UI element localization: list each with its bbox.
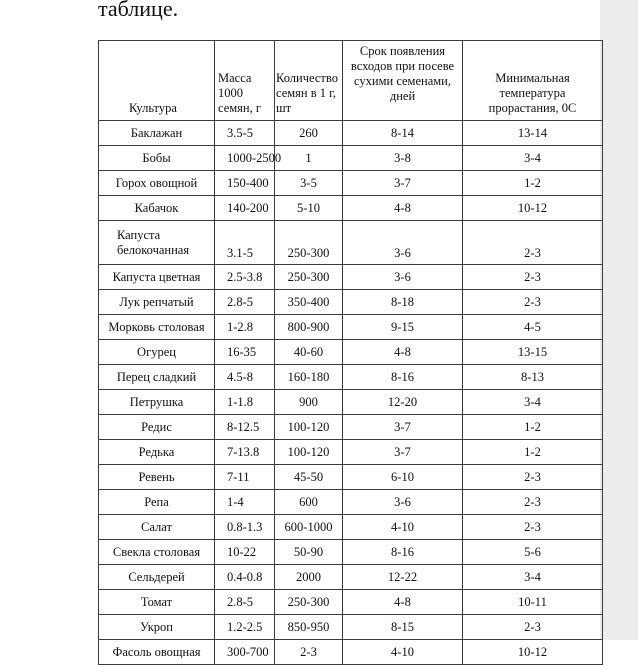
cell-count: 260: [275, 121, 343, 146]
table-row: [99, 171, 603, 196]
cell-mass: 2.5-3.8: [215, 265, 275, 290]
table-row: [99, 615, 603, 640]
cell-mass: 2.8-5: [215, 590, 275, 615]
cell-days: 8-14: [343, 121, 463, 146]
table-row: [99, 640, 603, 665]
cell-temp: 2-3: [463, 290, 603, 315]
cell-count: 900: [275, 390, 343, 415]
cell-count: 350-400: [275, 290, 343, 315]
cell-crop: Свекла столовая: [99, 540, 215, 565]
cell-mass: 0.8-1.3: [215, 515, 275, 540]
header-temp: Минимальная температура прорастания, 0С: [463, 41, 603, 121]
cell-crop: Сельдерей: [99, 565, 215, 590]
cell-days: 3-6: [343, 265, 463, 290]
cell-mass: 1-4: [215, 490, 275, 515]
cell-days: 9-15: [343, 315, 463, 340]
table-row: [99, 540, 603, 565]
cell-crop: Горох овощной: [99, 171, 215, 196]
cell-crop: Редис: [99, 415, 215, 440]
cell-days: 4-8: [343, 590, 463, 615]
table-row: [99, 440, 603, 465]
cell-crop: Петрушка: [99, 390, 215, 415]
table-row: [99, 146, 603, 171]
table-row: [99, 465, 603, 490]
cell-mass: 3.5-5: [215, 121, 275, 146]
table-row: [99, 315, 603, 340]
cell-days: 4-10: [343, 515, 463, 540]
cell-crop: Капуста цветная: [99, 265, 215, 290]
cell-days: 8-16: [343, 540, 463, 565]
cell-mass: 1.2-2.5: [215, 615, 275, 640]
cell-temp: 1-2: [463, 440, 603, 465]
cell-crop: Ревень: [99, 465, 215, 490]
cell-count: 850-950: [275, 615, 343, 640]
cell-temp: 10-12: [463, 196, 603, 221]
cell-days: 3-8: [343, 146, 463, 171]
cell-temp: 2-3: [463, 515, 603, 540]
seed-data-table: [98, 40, 603, 665]
cell-mass: 7-13.8: [215, 440, 275, 465]
cell-mass: 1-2.8: [215, 315, 275, 340]
table-row: [99, 415, 603, 440]
cell-mass: 3.1-5: [215, 221, 275, 265]
table-row: [99, 515, 603, 540]
cell-temp: 3-4: [463, 146, 603, 171]
cell-crop: Баклажан: [99, 121, 215, 146]
page-edge-shadow: [600, 0, 638, 640]
table-row: [99, 365, 603, 390]
cell-crop: Томат: [99, 590, 215, 615]
cell-count: 2000: [275, 565, 343, 590]
cell-count: 250-300: [275, 590, 343, 615]
cell-crop: Перец сладкий: [99, 365, 215, 390]
table-header-row: [99, 41, 603, 121]
cell-days: 6-10: [343, 465, 463, 490]
cell-days: 8-16: [343, 365, 463, 390]
cell-count: 45-50: [275, 465, 343, 490]
cell-count: 5-10: [275, 196, 343, 221]
cell-crop: Репа: [99, 490, 215, 515]
cell-temp: 8-13: [463, 365, 603, 390]
cell-count: 1: [275, 146, 343, 171]
cell-days: 3-6: [343, 221, 463, 265]
cell-count: 3-5: [275, 171, 343, 196]
cell-days: 12-22: [343, 565, 463, 590]
table-row: [99, 290, 603, 315]
cell-count: 250-300: [275, 265, 343, 290]
cell-count: 50-90: [275, 540, 343, 565]
cell-count: 2-3: [275, 640, 343, 665]
cell-count: 800-900: [275, 315, 343, 340]
cell-mass: 16-35: [215, 340, 275, 365]
cell-mass: 8-12.5: [215, 415, 275, 440]
cell-temp: 10-12: [463, 640, 603, 665]
cell-days: 4-8: [343, 196, 463, 221]
cell-temp: 2-3: [463, 615, 603, 640]
cell-mass: 7-11: [215, 465, 275, 490]
cell-temp: 13-15: [463, 340, 603, 365]
cell-crop: Бобы: [99, 146, 215, 171]
cell-days: 12-20: [343, 390, 463, 415]
table-row: [99, 340, 603, 365]
cell-days: 3-7: [343, 415, 463, 440]
cell-temp: 13-14: [463, 121, 603, 146]
cell-crop: Огурец: [99, 340, 215, 365]
cell-count: 100-120: [275, 415, 343, 440]
cell-count: 160-180: [275, 365, 343, 390]
cell-crop: Морковь столовая: [99, 315, 215, 340]
cell-crop: Лук репчатый: [99, 290, 215, 315]
cell-temp: 2-3: [463, 221, 603, 265]
cell-temp: 5-6: [463, 540, 603, 565]
header-crop: Культура: [99, 41, 215, 121]
cell-mass: 4.5-8: [215, 365, 275, 390]
cell-crop: Редька: [99, 440, 215, 465]
cell-temp: 1-2: [463, 415, 603, 440]
table-row: [99, 565, 603, 590]
cell-temp: 1-2: [463, 171, 603, 196]
cell-days: 3-6: [343, 490, 463, 515]
cell-days: 4-8: [343, 340, 463, 365]
cell-mass: 2.8-5: [215, 290, 275, 315]
table-row: [99, 590, 603, 615]
table-row: [99, 121, 603, 146]
cell-mass: 300-700: [215, 640, 275, 665]
cell-days: 3-7: [343, 440, 463, 465]
cell-mass: 1-1.8: [215, 390, 275, 415]
table-row: [99, 221, 603, 265]
table-row: [99, 265, 603, 290]
cell-mass: 10-22: [215, 540, 275, 565]
cell-days: 8-15: [343, 615, 463, 640]
cell-mass: 140-200: [215, 196, 275, 221]
cell-crop: Укроп: [99, 615, 215, 640]
cell-mass: 0.4-0.8: [215, 565, 275, 590]
cell-days: 8-18: [343, 290, 463, 315]
cell-temp: 2-3: [463, 490, 603, 515]
cell-count: 600-1000: [275, 515, 343, 540]
cell-count: 250-300: [275, 221, 343, 265]
cell-crop: Капуста белокочанная: [99, 221, 215, 265]
table-row: [99, 196, 603, 221]
cell-temp: 3-4: [463, 565, 603, 590]
cell-crop: Кабачок: [99, 196, 215, 221]
cell-temp: 2-3: [463, 265, 603, 290]
cell-temp: 4-5: [463, 315, 603, 340]
page-heading: таблице.: [98, 0, 179, 21]
cell-crop: Фасоль овощная: [99, 640, 215, 665]
table-row: [99, 490, 603, 515]
cell-crop: Салат: [99, 515, 215, 540]
cell-temp: 3-4: [463, 390, 603, 415]
cell-temp: 2-3: [463, 465, 603, 490]
cell-days: 4-10: [343, 640, 463, 665]
cell-mass: 1000-2500: [215, 146, 275, 171]
header-days: Срок появления всходов при посеве сухими семенами, дней: [343, 41, 463, 121]
cell-days: 3-7: [343, 171, 463, 196]
cell-temp: 10-11: [463, 590, 603, 615]
cell-count: 600: [275, 490, 343, 515]
table-row: [99, 390, 603, 415]
cell-mass: 150-400: [215, 171, 275, 196]
cell-count: 40-60: [275, 340, 343, 365]
header-mass: Масса 1000 семян, г: [215, 41, 275, 121]
cell-count: 100-120: [275, 440, 343, 465]
header-count: Количество семян в 1 г, шт: [275, 41, 343, 121]
